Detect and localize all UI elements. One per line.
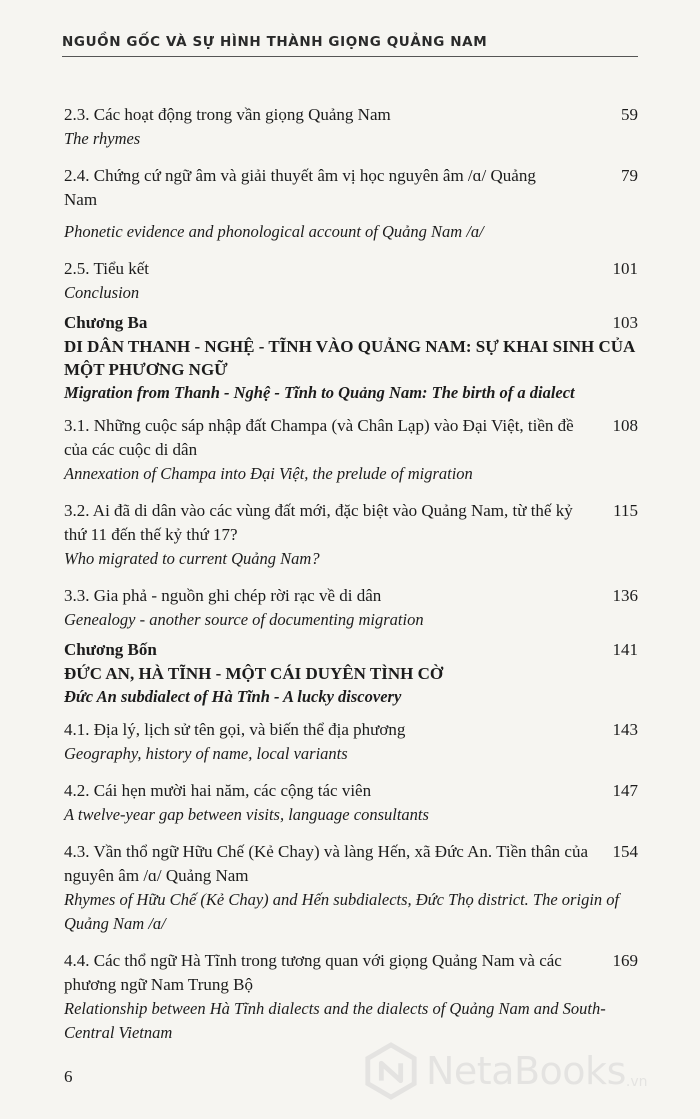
toc-entry[interactable] <box>64 779 638 827</box>
table-of-contents <box>64 103 638 1058</box>
toc-entry-title: 2.4. Chứng cứ ngữ âm và giải thuyết âm vị học nguyên âm /ɑ/ Quảng Nam <box>64 166 536 209</box>
toc-entry-title: 3.3. Gia phả - nguồn ghi chép rời rạc về di dân <box>64 586 382 605</box>
toc-entry-translation: Relationship between Hà Tĩnh dialects and the dialects of Quảng Nam and South-Central Vietnam <box>64 999 606 1042</box>
toc-entry-page: 101 <box>612 259 638 278</box>
toc-entry[interactable] <box>64 499 638 571</box>
watermark-suffix: .vn <box>625 1074 648 1090</box>
toc-entry-page: 108 <box>612 416 638 435</box>
chapter-label: Chương Ba <box>64 313 148 332</box>
chapter-title: DI DÂN THANH - NGHỆ - TĨNH VÀO QUẢNG NAM: SỰ KHAI SINH CỦA MỘT PHƯƠNG NGỮ <box>64 337 635 379</box>
chapter-translation: Migration from Thanh - Nghệ - Tĩnh to Quảng Nam: The birth of a dialect <box>64 383 575 402</box>
toc-entry[interactable] <box>64 718 638 766</box>
toc-entry[interactable] <box>64 949 638 1045</box>
running-header: NGUỒN GỐC VÀ SỰ HÌNH THÀNH GIỌNG QUẢNG NAM <box>62 34 488 50</box>
chapter-three-heading[interactable] <box>64 311 638 404</box>
toc-entry-translation: The rhymes <box>64 129 141 148</box>
toc-entry-translation: Conclusion <box>64 283 140 302</box>
toc-entry-title: 2.5. Tiểu kết <box>64 259 150 278</box>
chapter-title: ĐỨC AN, HÀ TĨNH - MỘT CÁI DUYÊN TÌNH CỜ <box>64 664 444 683</box>
toc-entry-title: 4.1. Địa lý, lịch sử tên gọi, và biến thể địa phương <box>64 720 406 739</box>
page-number: 6 <box>64 1067 73 1086</box>
toc-entry-page: 143 <box>612 720 638 739</box>
toc-entry-page: 59 <box>621 105 638 124</box>
toc-entry-translation: Annexation of Champa into Đại Việt, the prelude of migration <box>64 464 473 483</box>
chapter-translation: Đức An subdialect of Hà Tĩnh - A lucky discovery <box>64 687 402 706</box>
toc-entry-translation: A twelve-year gap between visits, language consultants <box>64 805 429 824</box>
toc-entry-title: 4.3. Vần thổ ngữ Hữu Chế (Kẻ Chay) và làng Hến, xã Đức An. Tiền thân của nguyên âm /ɑ/ Quảng Nam <box>64 842 589 885</box>
toc-entry-translation: Rhymes of Hữu Chế (Kẻ Chay) and Hến subdialects, Đức Thọ district. The origin of Quảng Nam /ɑ/ <box>64 890 620 933</box>
toc-entry[interactable] <box>64 584 638 632</box>
toc-entry-translation: Geography, history of name, local variants <box>64 744 348 763</box>
chapter-page: 103 <box>612 313 638 332</box>
toc-entry-title: 4.4. Các thổ ngữ Hà Tĩnh trong tương quan với giọng Quảng Nam và các phương ngữ Nam Trung Bộ <box>64 951 562 994</box>
toc-entry-page: 147 <box>612 781 638 800</box>
toc-entry[interactable] <box>64 164 638 244</box>
header-divider <box>62 56 638 57</box>
watermark-brand: NetaBooks <box>426 1049 626 1093</box>
toc-entry-translation: Who migrated to current Quảng Nam? <box>64 549 320 568</box>
watermark <box>362 1042 647 1100</box>
toc-entry-translation: Phonetic evidence and phonological account of Quảng Nam /ɑ/ <box>64 222 484 241</box>
toc-entry-title: 2.3. Các hoạt động trong vần giọng Quảng Nam <box>64 105 391 124</box>
toc-entry[interactable] <box>64 414 638 486</box>
chapter-four-heading[interactable] <box>64 638 638 708</box>
toc-entry-page: 136 <box>612 586 638 605</box>
toc-entry-title: 3.2. Ai đã di dân vào các vùng đất mới, đặc biệt vào Quảng Nam, từ thế kỷ thứ 11 đến thế kỷ thứ 17? <box>64 501 573 544</box>
netabooks-logo-icon <box>362 1042 420 1100</box>
toc-entry[interactable] <box>64 103 638 151</box>
chapter-label: Chương Bốn <box>64 640 157 659</box>
toc-entry-title: 3.1. Những cuộc sáp nhập đất Champa (và Chân Lạp) vào Đại Việt, tiền đề của các cuộc di dân <box>64 416 574 459</box>
toc-entry-page: 79 <box>621 166 638 185</box>
toc-entry-page: 154 <box>612 842 638 861</box>
toc-entry[interactable] <box>64 257 638 305</box>
toc-entry-title: 4.2. Cái hẹn mười hai năm, các cộng tác viên <box>64 781 372 800</box>
toc-entry-page: 115 <box>613 501 638 520</box>
toc-entry-page: 169 <box>612 951 638 970</box>
toc-entry-translation: Genealogy - another source of documenting migration <box>64 610 424 629</box>
toc-entry[interactable] <box>64 840 638 936</box>
chapter-page: 141 <box>612 640 638 659</box>
